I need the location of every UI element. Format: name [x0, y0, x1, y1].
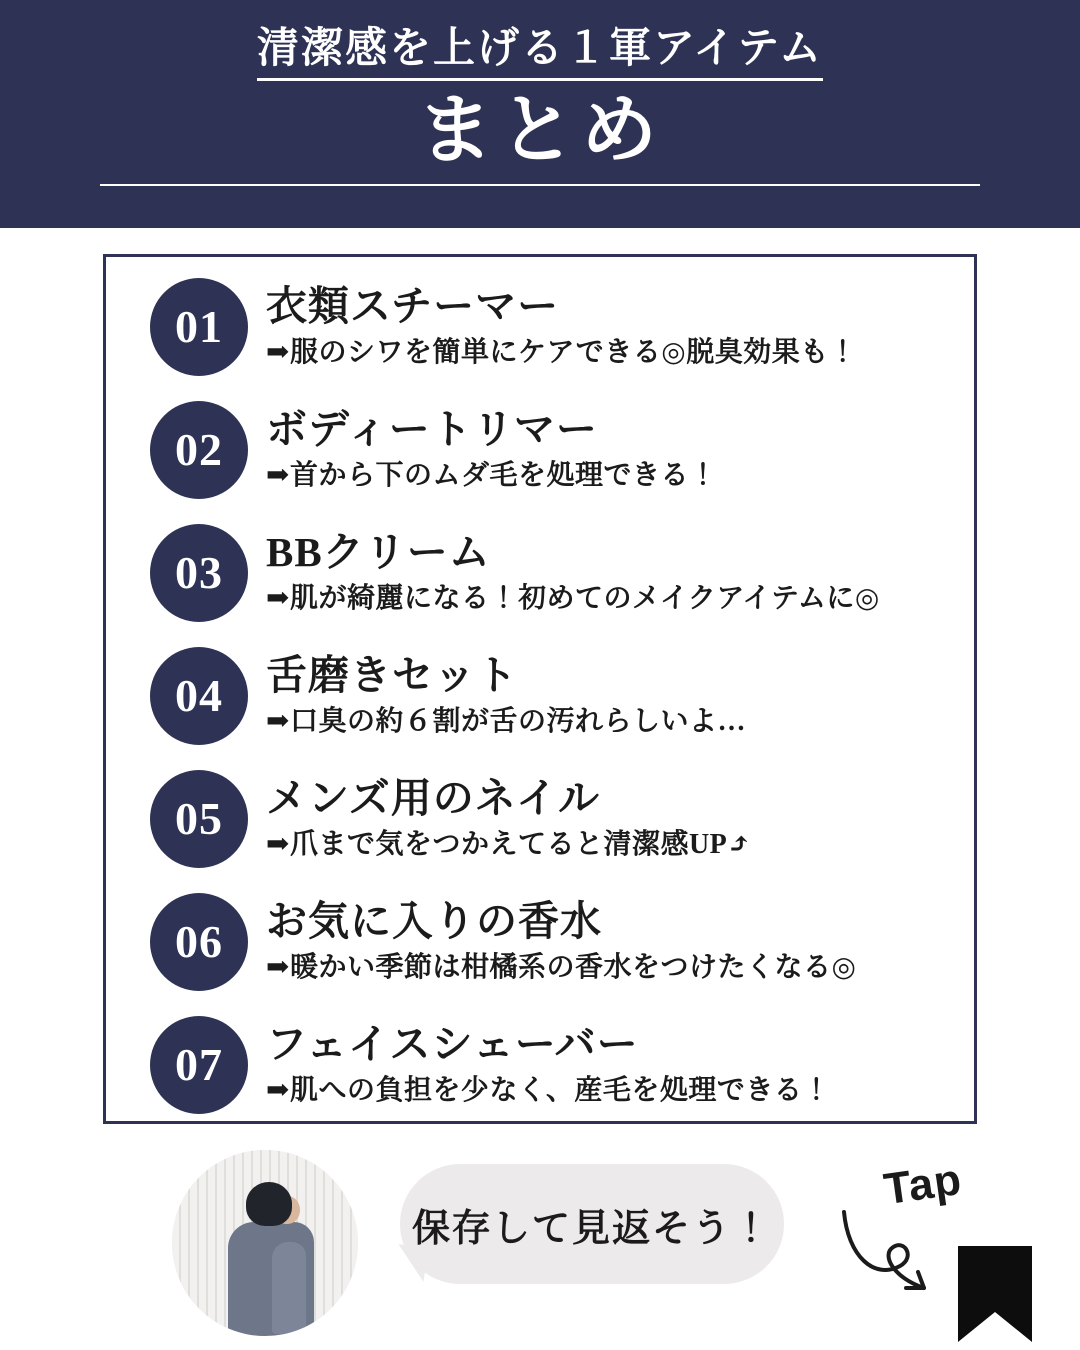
item-number-badge: 07 [150, 1016, 248, 1114]
list-item-text [266, 529, 880, 616]
avatar-hair [246, 1182, 292, 1226]
list-item-text [266, 898, 856, 985]
list-item-description: ➡肌が綺麗になる！初めてのメイクアイテムに◎ [266, 583, 880, 615]
list-item-description: ➡暖かい季節は柑橘系の香水をつけたくなる◎ [266, 952, 857, 984]
page-footer [0, 1138, 1080, 1350]
list-item-text [266, 652, 746, 739]
list-item-title: 衣類スチーマー [266, 283, 560, 330]
curved-arrow-icon [838, 1204, 968, 1314]
page-title: まとめ [417, 88, 663, 174]
item-number-badge: 05 [150, 770, 248, 868]
item-list-panel [103, 254, 977, 1124]
tap-label: Tap [880, 1154, 965, 1215]
list-item-description: ➡首から下のムダ毛を処理できる！ [266, 460, 718, 492]
header-divider [100, 184, 980, 186]
speech-bubble [400, 1164, 784, 1284]
item-number-badge: 02 [150, 401, 248, 499]
header-subtitle: 清潔感を上げる１軍アイテム [257, 26, 823, 81]
list-item-title: BBクリーム [266, 529, 491, 576]
avatar-arm [272, 1242, 306, 1334]
list-item-description: ➡口臭の約６割が舌の汚れらしいよ… [266, 706, 746, 738]
item-number-badge: 04 [150, 647, 248, 745]
list-item [106, 511, 974, 634]
list-item [106, 634, 974, 757]
list-item-description: ➡肌への負担を少なく、産毛を処理できる！ [266, 1075, 831, 1107]
list-item-description: ➡服のシワを簡単にケアできる◎脱臭効果も！ [266, 337, 858, 369]
list-item-title: ボディートリマー [266, 406, 598, 453]
list-item [106, 880, 974, 1003]
item-number-badge: 06 [150, 893, 248, 991]
list-item [106, 388, 974, 511]
item-number-badge: 01 [150, 278, 248, 376]
list-item-title: 舌磨きセット [266, 652, 518, 699]
page-header [0, 0, 1080, 228]
list-item-description: ➡爪まで気をつかえてると清潔感UP⤴ [266, 829, 752, 861]
item-number-badge: 03 [150, 524, 248, 622]
list-item-text [266, 406, 717, 493]
bookmark-icon[interactable] [958, 1246, 1032, 1342]
avatar [172, 1150, 358, 1336]
list-item-text [266, 1021, 831, 1108]
list-item [106, 265, 974, 388]
list-item-title: お気に入りの香水 [266, 898, 602, 945]
list-item [106, 1003, 974, 1126]
list-item-text [266, 775, 751, 862]
list-item-title: フェイスシェーバー [266, 1021, 639, 1068]
list-item-title: メンズ用のネイル [266, 775, 600, 822]
speech-bubble-text: 保存して見返そう！ [411, 1207, 772, 1250]
list-item-text [266, 283, 857, 370]
list-item [106, 757, 974, 880]
